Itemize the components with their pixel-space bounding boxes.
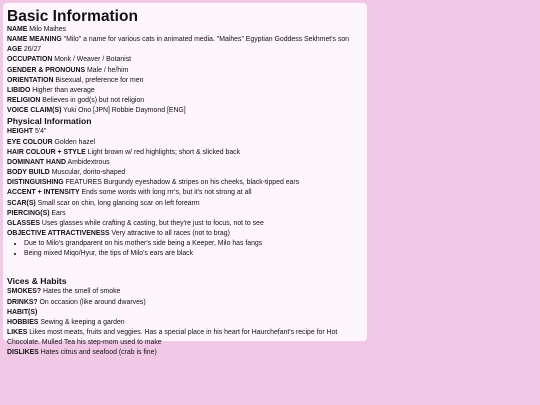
field-label: LIKES xyxy=(7,329,28,337)
field-value: Golden hazel xyxy=(54,138,96,146)
field-label: DISLIKES xyxy=(7,349,39,357)
field-label: NAME MEANING xyxy=(7,36,62,44)
basic-row xyxy=(7,76,363,86)
field-label: OCCUPATION xyxy=(7,56,53,64)
field-label: HAIR COLOUR + STYLE xyxy=(7,148,86,156)
profile-content xyxy=(3,3,367,359)
vices-row xyxy=(7,318,363,328)
physical-row xyxy=(7,178,363,188)
physical-row xyxy=(7,127,363,137)
field-label: SCAR(S) xyxy=(7,199,36,207)
field-label: BODY BUILD xyxy=(7,169,50,177)
field-label: DOMINANT HAND xyxy=(7,158,66,166)
bullet-item: • Being mixed Miqo/Hyur, the tips of Milo's ears are black xyxy=(24,249,363,259)
vices-row xyxy=(7,328,363,348)
vices-info-list xyxy=(7,287,363,358)
field-label: VOICE CLAIM(S) xyxy=(7,107,62,115)
field-label: SMOKES? xyxy=(7,288,42,296)
basic-row xyxy=(7,25,363,35)
field-value: Monk / Weaver / Botanist xyxy=(54,56,132,64)
field-label: OBJECTIVE ATTRACTIVENESS xyxy=(7,229,110,237)
field-value: Uses glasses while crafting & casting, but they're just to focus, not to see xyxy=(41,219,264,227)
field-label: ORIENTATION xyxy=(7,76,54,84)
basic-row xyxy=(7,45,363,55)
physical-row xyxy=(7,168,363,178)
field-value: Believes in god(s) but not religion xyxy=(42,97,145,105)
field-value: 26/27 xyxy=(23,46,42,54)
physical-row xyxy=(7,229,363,239)
field-value: Light brown w/ red highlights; short & slicked back xyxy=(87,148,241,156)
physical-row xyxy=(7,158,363,168)
field-label: DRINKS? xyxy=(7,298,38,306)
section-spacer xyxy=(7,259,363,269)
field-value: Ears xyxy=(51,209,66,217)
physical-row xyxy=(7,148,363,158)
physical-section-heading: Physical Information xyxy=(7,116,92,127)
physical-row xyxy=(7,188,363,198)
field-value: Sewing & keeping a garden xyxy=(40,318,125,326)
field-value: FEATURES Burgundy eyeshadow & stripes on his cheeks, black-tipped ears xyxy=(65,179,300,187)
field-value: Male / he/him xyxy=(87,66,129,74)
field-value: Yuki Ono [JPN] Robbie Daymond [ENG] xyxy=(63,107,186,115)
field-value: On occasion (like around dwarves) xyxy=(39,298,146,306)
field-value: Higher than average xyxy=(32,86,95,94)
field-value: Hates the smell of smoke xyxy=(43,288,121,296)
field-label: GLASSES xyxy=(7,219,40,227)
basic-info-list xyxy=(7,25,363,116)
field-label: NAME xyxy=(7,26,28,33)
page-title: Basic Information xyxy=(7,8,138,25)
field-value: "Milo" a name for various cats in animated media. "Maihes" Egyptian Goddess Sekhmet's son xyxy=(63,36,350,44)
physical-row xyxy=(7,209,363,219)
basic-row xyxy=(7,35,363,45)
field-label: GENDER & PRONOUNS xyxy=(7,66,86,74)
field-label: HOBBIES xyxy=(7,318,39,326)
vices-row xyxy=(7,348,363,358)
field-label: EYE COLOUR xyxy=(7,138,53,146)
vices-row xyxy=(7,308,363,318)
physical-row xyxy=(7,199,363,209)
physical-info-list xyxy=(7,127,363,239)
field-label: AGE xyxy=(7,46,22,54)
field-label: DISTINGUISHING xyxy=(7,179,64,187)
field-value: Small scar on chin, long glancing scar on left forearm xyxy=(37,199,200,207)
field-value: Ambidextrous xyxy=(67,158,110,166)
field-value: Muscular, dorito-shaped xyxy=(51,169,126,177)
field-value: Bisexual, preference for men xyxy=(55,76,144,84)
basic-row xyxy=(7,86,363,96)
field-label: HEIGHT xyxy=(7,128,34,136)
field-value: Hates citrus and seafood (crab is fine) xyxy=(40,349,157,357)
basic-row xyxy=(7,66,363,76)
physical-row xyxy=(7,219,363,229)
field-value: Ends some words with long rrr's, but it's not strong at all xyxy=(81,189,252,197)
bullet-item: • Due to Milo's grandparent on his mother's side being a Keeper, Milo has fangs xyxy=(24,239,363,249)
field-label: RELIGION xyxy=(7,97,41,105)
vices-row xyxy=(7,298,363,308)
field-value: Very attractive to all races (not to brag) xyxy=(111,229,230,237)
vices-row xyxy=(7,287,363,297)
physical-row xyxy=(7,138,363,148)
vices-section-heading: Vices & Habits xyxy=(7,276,67,287)
field-value: Likes most meats, fruits and veggies. Has a special place in his heart for Haurchefant's recipe for Hot Chocolate. Mulled Tea his step-mom used to make xyxy=(7,329,338,347)
profile-card xyxy=(3,3,367,357)
field-label: ACCENT + INTENSITY xyxy=(7,189,80,197)
attractiveness-notes xyxy=(7,239,363,259)
field-label: LIBIDO xyxy=(7,86,31,94)
basic-row xyxy=(7,96,363,106)
basic-row xyxy=(7,106,363,116)
field-value: Milo Maihes xyxy=(29,26,66,33)
field-label: PIERCING(S) xyxy=(7,209,50,217)
basic-row xyxy=(7,55,363,65)
field-value: 5'4" xyxy=(34,128,47,136)
field-label: HABIT(S) xyxy=(7,308,38,316)
